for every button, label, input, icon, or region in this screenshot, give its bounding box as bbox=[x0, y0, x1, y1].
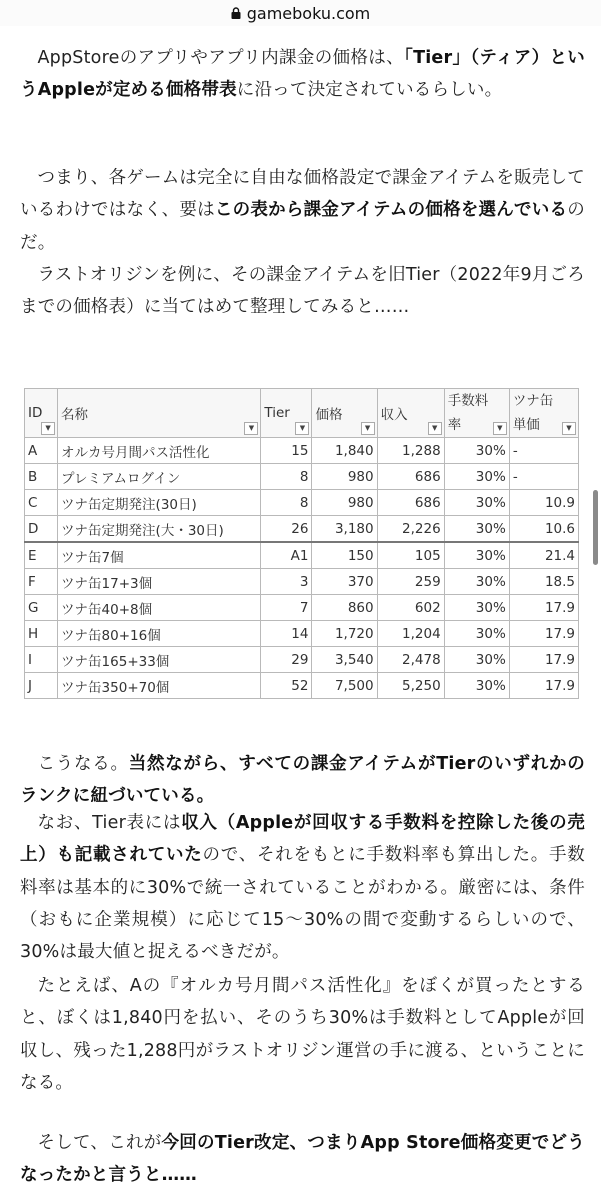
cell-fee: 30% bbox=[444, 647, 509, 673]
cell-id: G bbox=[25, 595, 58, 621]
cell-price: 1,840 bbox=[312, 438, 377, 464]
cell-tier: 8 bbox=[261, 490, 312, 516]
cell-fee: 30% bbox=[444, 673, 509, 699]
cell-name: ツナ缶7個 bbox=[58, 542, 261, 569]
table-row bbox=[25, 490, 579, 516]
cell-id: F bbox=[25, 569, 58, 595]
cell-tier: 7 bbox=[261, 595, 312, 621]
cell-name: ツナ缶定期発注(30日) bbox=[58, 490, 261, 516]
cell-unit: 17.9 bbox=[509, 673, 578, 699]
cell-fee: 30% bbox=[444, 542, 509, 569]
cell-id: A bbox=[25, 438, 58, 464]
dropdown-arrow-icon: ▼ bbox=[562, 422, 576, 435]
cell-tier: 3 bbox=[261, 569, 312, 595]
dropdown-arrow-icon: ▼ bbox=[244, 422, 258, 435]
cell-name: ツナ缶17+3個 bbox=[58, 569, 261, 595]
cell-tier: 8 bbox=[261, 464, 312, 490]
cell-unit: - bbox=[509, 438, 578, 464]
cell-revenue: 2,478 bbox=[377, 647, 444, 673]
cell-revenue: 2,226 bbox=[377, 516, 444, 543]
cell-tier: 26 bbox=[261, 516, 312, 543]
table-row bbox=[25, 647, 579, 673]
cell-unit: 17.9 bbox=[509, 647, 578, 673]
paragraph-result: こうなる。当然ながら、すべての課金アイテムがTierのいずれかのランクに紐づいている。 bbox=[20, 754, 585, 807]
paragraph-fee-rate: なお、Tier表には収入（Appleが回収する手数料を控除した後の売上）も記載されていたので、それをもとに手数料率も算出した。手数料率は基本的に30%で統一されていることがわかる。厳密には、条件（おもに企業規模）に応じて15〜30%の間で変動するらしいので、30%は最大値と捉えるべきだが。 bbox=[20, 813, 585, 963]
cell-fee: 30% bbox=[444, 464, 509, 490]
cell-unit: 10.9 bbox=[509, 490, 578, 516]
header-fee-rate[interactable]: 手数料 率 ▼ bbox=[444, 389, 509, 438]
paragraph-tier-revision: そして、これが今回のTier改定、つまりApp Store価格変更でどうなったかと言うと…… bbox=[20, 1133, 585, 1186]
cell-price: 980 bbox=[312, 490, 377, 516]
cell-id: E bbox=[25, 542, 58, 569]
cell-unit: 17.9 bbox=[509, 595, 578, 621]
dropdown-arrow-icon: ▼ bbox=[493, 422, 507, 435]
cell-name: ツナ缶定期発注(大・30日) bbox=[58, 516, 261, 543]
filter-active-icon: ▼ bbox=[41, 422, 55, 435]
cell-tier: A1 bbox=[261, 542, 312, 569]
table-header-row bbox=[25, 389, 579, 438]
cell-revenue: 1,288 bbox=[377, 438, 444, 464]
dropdown-arrow-icon: ▼ bbox=[295, 422, 309, 435]
cell-price: 1,720 bbox=[312, 621, 377, 647]
tier-price-table bbox=[24, 388, 579, 699]
cell-fee: 30% bbox=[444, 516, 509, 543]
cell-id: B bbox=[25, 464, 58, 490]
cell-price: 860 bbox=[312, 595, 377, 621]
cell-revenue: 686 bbox=[377, 464, 444, 490]
cell-name: オルカ号月間パス活性化 bbox=[58, 438, 261, 464]
header-price[interactable]: 価格 ▼ bbox=[312, 389, 377, 438]
header-tier[interactable]: Tier ▼ bbox=[261, 389, 312, 438]
cell-revenue: 686 bbox=[377, 490, 444, 516]
cell-unit: 17.9 bbox=[509, 621, 578, 647]
cell-fee: 30% bbox=[444, 569, 509, 595]
cell-revenue: 105 bbox=[377, 542, 444, 569]
cell-id: H bbox=[25, 621, 58, 647]
table-row bbox=[25, 595, 579, 621]
lock-icon bbox=[231, 7, 241, 19]
table-row bbox=[25, 621, 579, 647]
cell-price: 980 bbox=[312, 464, 377, 490]
paragraph-price-choice: つまり、各ゲームは完全に自由な価格設定で課金アイテムを販売しているわけではなく、要はこの表から課金アイテムの価格を選んでいるのだ。 bbox=[20, 168, 585, 253]
cell-tier: 15 bbox=[261, 438, 312, 464]
table-row bbox=[25, 464, 579, 490]
cell-id: I bbox=[25, 647, 58, 673]
paragraph-tier-intro: AppStoreのアプリやアプリ内課金の価格は、「Tier」（ティア）というAppleが定める価格帯表に沿って決定されているらしい。 bbox=[20, 48, 585, 101]
cell-price: 150 bbox=[312, 542, 377, 569]
cell-revenue: 1,204 bbox=[377, 621, 444, 647]
cell-id: C bbox=[25, 490, 58, 516]
cell-id: D bbox=[25, 516, 58, 543]
cell-fee: 30% bbox=[444, 438, 509, 464]
cell-price: 370 bbox=[312, 569, 377, 595]
paragraph-example: ラストオリジンを例に、その課金アイテムを旧Tier（2022年9月ごろまでの価格表）に当てはめて整理してみると…… bbox=[20, 265, 585, 318]
cell-unit: 10.6 bbox=[509, 516, 578, 543]
table-row bbox=[25, 438, 579, 464]
paragraph-example-a: たとえば、Aの『オルカ号月間パス活性化』をぼくが買ったとすると、ぼくは1,840円を払い、そのうち30%は手数料としてAppleが回収し、残った1,288円がラストオリジン運営の手に渡る、ということになる。 bbox=[20, 976, 585, 1093]
cell-unit: - bbox=[509, 464, 578, 490]
cell-fee: 30% bbox=[444, 490, 509, 516]
cell-unit: 21.4 bbox=[509, 542, 578, 569]
dropdown-arrow-icon: ▼ bbox=[361, 422, 375, 435]
cell-name: プレミアムログイン bbox=[58, 464, 261, 490]
cell-tier: 52 bbox=[261, 673, 312, 699]
domain-text: gameboku.com bbox=[246, 3, 371, 23]
cell-name: ツナ缶350+70個 bbox=[58, 673, 261, 699]
table-row bbox=[25, 516, 579, 543]
cell-tier: 14 bbox=[261, 621, 312, 647]
cell-price: 3,540 bbox=[312, 647, 377, 673]
header-name[interactable]: 名称 ▼ bbox=[58, 389, 261, 438]
page-scrollbar[interactable] bbox=[593, 490, 598, 565]
table-row bbox=[25, 569, 579, 595]
cell-revenue: 259 bbox=[377, 569, 444, 595]
cell-name: ツナ缶40+8個 bbox=[58, 595, 261, 621]
cell-unit: 18.5 bbox=[509, 569, 578, 595]
table-row bbox=[25, 673, 579, 699]
cell-tier: 29 bbox=[261, 647, 312, 673]
cell-fee: 30% bbox=[444, 595, 509, 621]
cell-price: 7,500 bbox=[312, 673, 377, 699]
table-row bbox=[25, 542, 579, 569]
header-id[interactable]: ID ▼ bbox=[25, 389, 58, 438]
cell-name: ツナ缶165+33個 bbox=[58, 647, 261, 673]
header-revenue[interactable]: 収入 ▼ bbox=[377, 389, 444, 438]
address-bar[interactable] bbox=[0, 0, 601, 26]
header-unit-price[interactable]: ツナ缶 単価 ▼ bbox=[509, 389, 578, 438]
cell-fee: 30% bbox=[444, 621, 509, 647]
dropdown-arrow-icon: ▼ bbox=[428, 422, 442, 435]
cell-revenue: 602 bbox=[377, 595, 444, 621]
cell-id: J bbox=[25, 673, 58, 699]
cell-price: 3,180 bbox=[312, 516, 377, 543]
cell-name: ツナ缶80+16個 bbox=[58, 621, 261, 647]
cell-revenue: 5,250 bbox=[377, 673, 444, 699]
